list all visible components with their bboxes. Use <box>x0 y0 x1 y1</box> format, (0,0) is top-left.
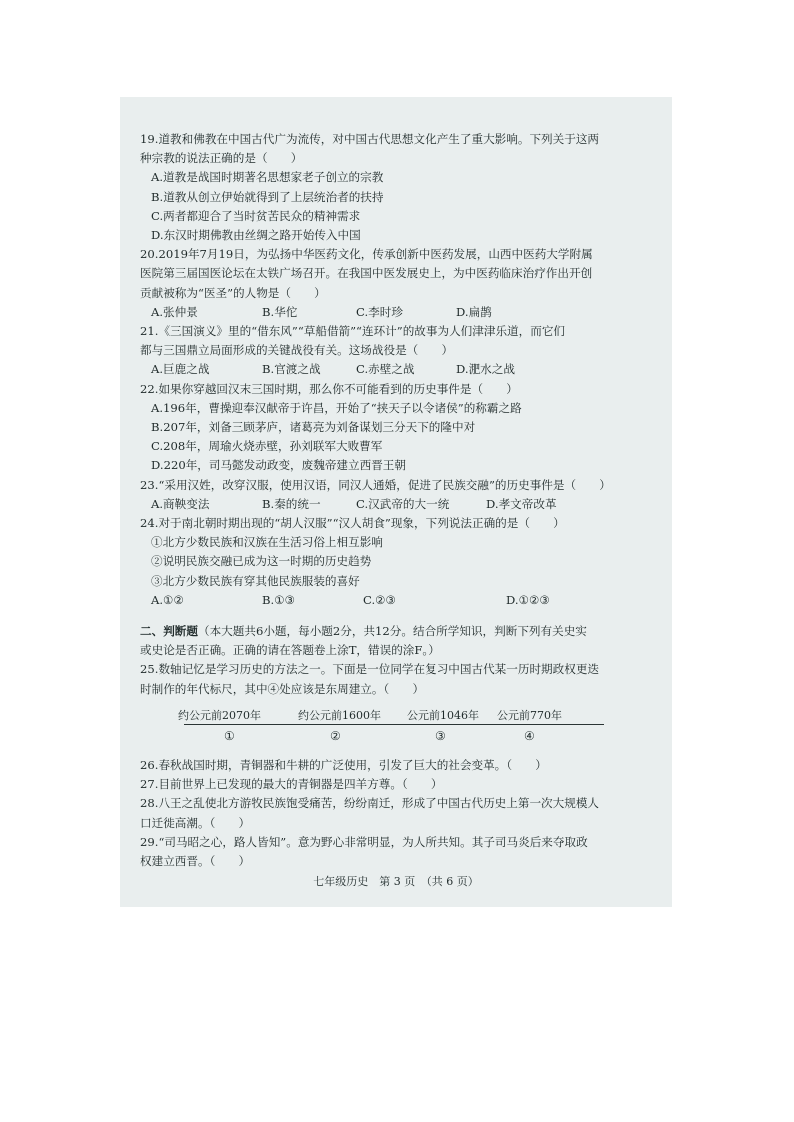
year-timeline <box>140 706 652 746</box>
question-23 <box>140 476 652 514</box>
option-d: D.东汉时期佛教由丝绸之路开始传入中国 <box>151 228 361 243</box>
timeline-label-2: 约公元前1600年 <box>298 708 381 722</box>
option-d: D.淝水之战 <box>456 362 515 377</box>
question-20-stem-cont: 医院第三届国医论坛在太铁广场召开。在我国中医发展史上，为中医药临床治疗作出开创 <box>140 266 593 281</box>
question-28-stem-cont: 口迁徙高潮。（ ） <box>140 815 251 830</box>
question-23-stem: 23.“采用汉姓，改穿汉服，使用汉语，同汉人通婚，促进了民族交融”的历史事件是（ ） <box>140 477 611 492</box>
statement-2: ②说明民族交融已成为这一时期的历史趋势 <box>151 554 372 569</box>
timeline-mark-4: ④ <box>524 728 535 743</box>
question-29 <box>140 833 652 871</box>
option-b: B.华佗 <box>262 304 298 319</box>
option-c: C.汉武帝的大一统 <box>356 496 450 511</box>
question-24-options <box>140 591 652 610</box>
option-d: D.①②③ <box>506 592 550 607</box>
question-22-stem: 22.如果你穿越回汉末三国时期，那么你不可能看到的历史事件是（ ） <box>140 381 518 396</box>
option-a: A.196年，曹操迎奉汉献帝于许昌，开始了“挟天子以令诸侯”的称霸之路 <box>151 400 522 415</box>
option-b: B.道教从创立伊始就得到了上层统治者的扶持 <box>151 189 384 204</box>
question-21 <box>140 322 652 380</box>
option-b: B.秦的统一 <box>262 496 321 511</box>
question-21-options <box>140 360 652 379</box>
question-25-stem-cont: 时制作的年代标尺，其中④处应该是东周建立。（ ） <box>140 681 425 696</box>
question-20-options <box>140 303 652 322</box>
option-c: C.两者都迎合了当时贫苦民众的精神需求 <box>151 208 361 223</box>
section-2-header <box>140 622 652 641</box>
question-20-stem-cont2: 贡献被称为“医圣”的人物是（ ） <box>140 285 326 300</box>
question-27: 27.目前世界上已发现的最大的青铜器是四羊方尊。（ ） <box>140 777 443 792</box>
question-19-stem-cont: 种宗教的说法正确的是（ ） <box>140 151 303 166</box>
timeline-mark-1: ① <box>224 728 235 743</box>
option-c: C.李时珍 <box>356 304 403 319</box>
section-2-desc: （本大题共6小题，每小题2分，共12分。结合所学知识，判断下列有关史实 <box>197 624 587 639</box>
question-19 <box>140 130 652 245</box>
question-21-stem: 21.《三国演义》里的“借东风”“草船借箭”“连环计”的故事为人们津津乐道，而它们 <box>140 324 566 339</box>
question-29-stem-cont: 权建立西晋。（ ） <box>140 853 251 868</box>
option-a: A.商鞅变法 <box>151 496 210 511</box>
option-a: A.巨鹿之战 <box>151 362 210 377</box>
question-25-stem: 25.数轴记忆是学习历史的方法之一。下面是一位同学在复习中国古代某一历时期政权更迭 <box>140 662 600 677</box>
statement-1: ①北方少数民族和汉族在生活习俗上相互影响 <box>151 535 383 550</box>
question-28-stem: 28.八王之乱使北方游牧民族饱受痛苦，纷纷南迁，形成了中国古代历史上第一次大规模人 <box>140 796 600 811</box>
timeline-label-1: 约公元前2070年 <box>178 708 261 722</box>
question-24-stem: 24.对于南北朝时期出现的“胡人汉服”“汉人胡食”现象，下列说法正确的是（ ） <box>140 516 565 531</box>
question-29-stem: 29.“司马昭之心，路人皆知”。意为野心非常明显，为人所共知。其子司马炎后来夺取政 <box>140 834 588 849</box>
option-c: C.208年，周瑜火烧赤壁，孙刘联军大败曹军 <box>151 439 383 454</box>
timeline-label-4: 公元前770年 <box>497 708 562 722</box>
question-19-stem: 19.道教和佛教在中国古代广为流传，对中国古代思想文化产生了重大影响。下列关于这两 <box>140 132 600 146</box>
option-a: A.道教是战国时期著名思想家老子创立的宗教 <box>151 170 384 185</box>
timeline-mark-2: ② <box>330 728 341 743</box>
question-22 <box>140 380 652 476</box>
option-b: B.①③ <box>262 592 295 607</box>
question-26: 26.春秋战国时期，青铜器和牛耕的广泛使用，引发了巨大的社会变革。（ ） <box>140 757 547 772</box>
option-b: B.官渡之战 <box>262 362 321 377</box>
timeline-mark-3: ③ <box>435 728 446 743</box>
question-20-stem: 20.2019年7月19日，为弘扬中华医药文化，传承创新中医药发展，山西中医药大学附属 <box>140 247 593 262</box>
question-21-stem-cont: 都与三国鼎立局面形成的关键战役有关。这场战役是（ ） <box>140 343 454 358</box>
question-23-options <box>140 495 652 514</box>
section-2-desc-cont: 或史论是否正确。正确的请在答题卷上涂T，错误的涂F。） <box>140 643 440 658</box>
option-d: D.孝文帝改革 <box>486 496 557 511</box>
option-d: D.220年，司马懿发动政变，废魏帝建立西晋王朝 <box>151 458 406 473</box>
page-footer: 七年级历史 第 3 页 （共 6 页） <box>313 875 479 888</box>
exam-page <box>120 97 672 907</box>
option-d: D.扁鹊 <box>456 304 492 319</box>
question-25 <box>140 660 652 745</box>
statement-3: ③北方少数民族有穿其他民族服装的喜好 <box>151 573 360 588</box>
section-2-title: 二、判断题 <box>140 624 198 639</box>
option-c: C.赤壁之战 <box>356 362 415 377</box>
question-28 <box>140 794 652 832</box>
option-a: A.①② <box>151 592 184 607</box>
question-24 <box>140 514 652 610</box>
option-b: B.207年，刘备三顾茅庐，诸葛亮为刘备谋划三分天下的隆中对 <box>151 420 476 435</box>
option-c: C.②③ <box>363 592 396 607</box>
timeline-label-3: 公元前1046年 <box>407 708 479 722</box>
option-a: A.张仲景 <box>151 304 198 319</box>
question-20 <box>140 245 652 322</box>
